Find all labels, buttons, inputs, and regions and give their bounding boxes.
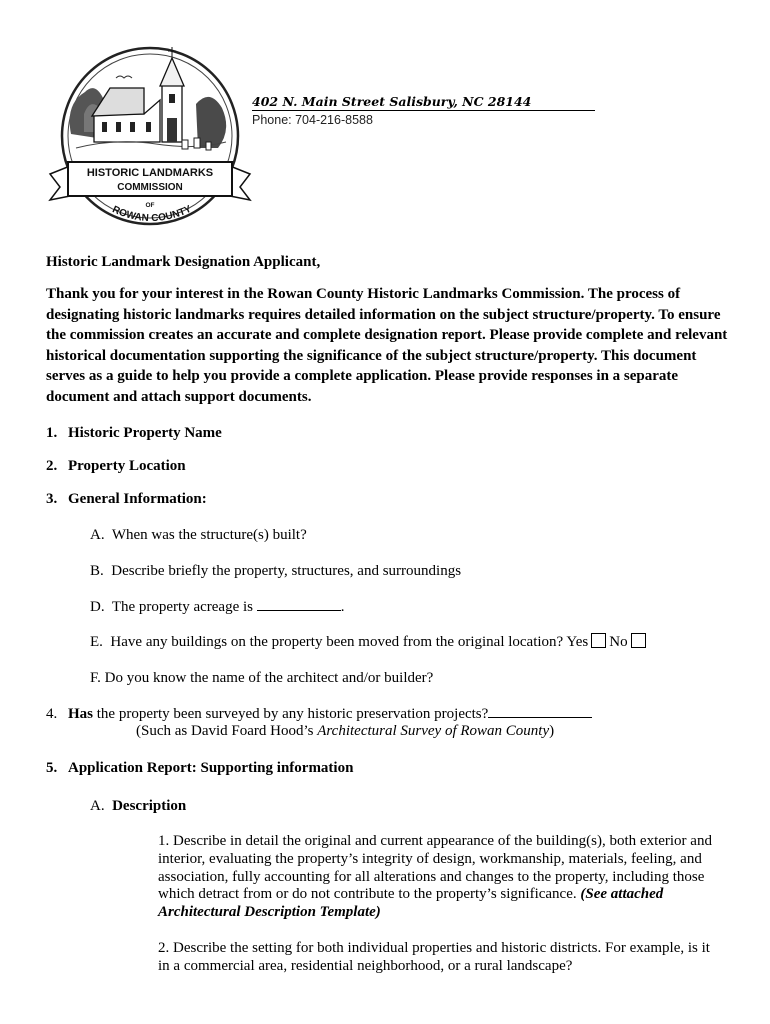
sub-end: . <box>340 599 345 615</box>
item-number: 2. <box>46 458 58 474</box>
sub-label: Description <box>112 798 187 814</box>
acreage-blank[interactable] <box>257 610 341 611</box>
report-paragraph-2: 2. Describe the setting for both individual properties and historic districts. For example, is it in a commercial area, residential neighborhood, or a rural landscape? <box>158 940 710 974</box>
no-checkbox[interactable] <box>631 633 646 648</box>
item-general-information <box>46 489 207 510</box>
example-open: (Such as David Foard Hood’s <box>136 723 318 739</box>
general-item-d <box>90 597 345 618</box>
general-item-b <box>90 561 461 582</box>
item-number: 1. <box>46 425 58 441</box>
sub-text: Do you know the name of the architect and/or builder? <box>104 670 434 686</box>
paragraph-text: 1. Describe in detail the original and current appearance of the building(s), both exterior and interior, evaluating the property’s integrity of design, workmanship, materials, feeling, and association, fully accounting for all alterations and changes to the property, including those which detract from or do not contribute to the property’s significance. <box>158 833 712 903</box>
sub-number: F. <box>90 670 101 686</box>
sub-text: When was the structure(s) built? <box>111 527 307 543</box>
item-historic-property-name <box>46 423 222 444</box>
commission-seal-logo <box>46 44 254 240</box>
yes-checkbox[interactable] <box>591 633 606 648</box>
sub-text: Describe briefly the property, structures, and surroundings <box>111 563 462 579</box>
item-number: 4. <box>46 706 58 722</box>
example-title: Architectural Survey of Rowan County <box>317 723 550 739</box>
header-phone: Phone: 704-216-8588 <box>252 113 373 127</box>
item-application-report <box>46 758 353 779</box>
greeting: Historic Landmark Designation Applicant, <box>46 254 321 270</box>
item-label: Application Report: Supporting information <box>68 760 354 776</box>
report-paragraph-1 <box>158 833 718 922</box>
seal-county: ROWAN COUNTY <box>110 203 194 225</box>
template-reference: (See attached Architectural Description Template) <box>158 886 664 921</box>
sub-number: A. <box>90 527 105 543</box>
item-text: the property been surveyed by any historic preservation projects? <box>93 706 489 722</box>
item-label: General Information: <box>68 491 207 507</box>
item-number: 5. <box>46 760 58 776</box>
survey-blank[interactable] <box>488 717 592 718</box>
header-address: 402 N. Main Street Salisbury, NC 28144 <box>252 94 595 111</box>
sub-number: D. <box>90 599 105 615</box>
general-item-f <box>90 668 433 689</box>
no-label: No <box>609 634 628 650</box>
sub-number: A. <box>90 798 105 814</box>
item-label: Property Location <box>68 458 186 474</box>
example-close: ) <box>549 723 555 739</box>
item-bold-word: Has <box>68 706 94 722</box>
general-item-e <box>90 632 649 653</box>
seal-of: OF <box>145 202 155 209</box>
report-description-heading <box>90 796 186 817</box>
general-item-a <box>90 525 307 546</box>
item-label: Historic Property Name <box>68 425 222 441</box>
sub-number: E. <box>90 634 103 650</box>
sub-text: The property acreage is <box>111 599 257 615</box>
item-number: 3. <box>46 491 58 507</box>
intro-paragraph: Thank you for your interest in the Rowan County Historic Landmarks Commission. The process of designating historic landmarks requires detailed information on the subject structure/property. To ensure the commission creates an accurate and complete designation report. Please provide complete and relevant historical documentation supporting the significance of the subject structure/property. This document serves as a guide to help you provide a complete application. Please provide responses in a separate document and attach support documents. <box>46 286 728 405</box>
ribbon-line2: COMMISSION <box>117 182 183 193</box>
ribbon-line1: HISTORIC LANDMARKS <box>86 167 214 179</box>
sub-number: B. <box>90 563 104 579</box>
item-surveyed-example <box>136 721 554 742</box>
sub-text: Have any buildings on the property been moved from the original location? Yes <box>110 634 589 650</box>
item-property-location <box>46 456 186 477</box>
